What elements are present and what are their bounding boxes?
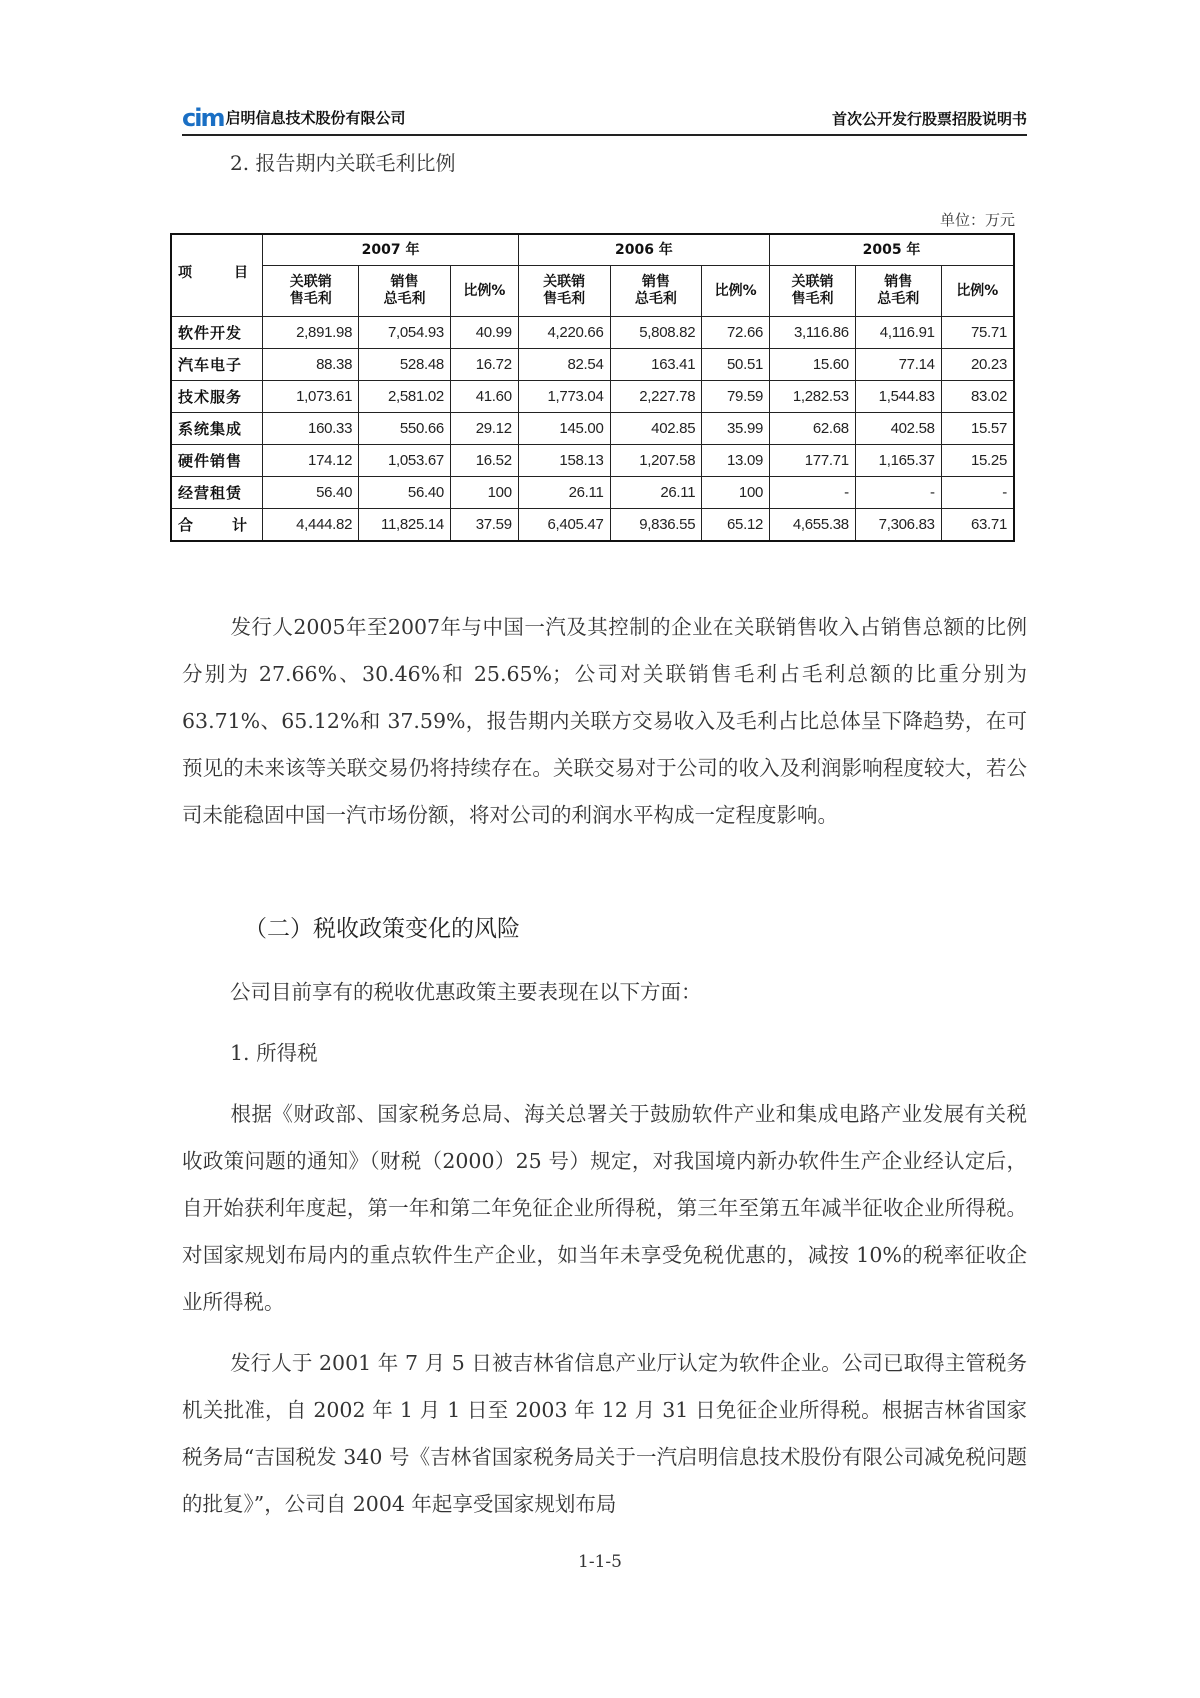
col-related-profit: 关联销 售毛利 [263,266,359,317]
table-cell: 550.66 [359,413,451,445]
table-cell: 29.12 [450,413,518,445]
paragraph-related-sales [182,604,1027,839]
paragraph-company-tax [182,1340,1027,1528]
related-gross-profit-table [170,233,1015,542]
table-cell: 15.57 [941,413,1014,445]
table-cell: 72.66 [702,317,770,349]
table-cell: 2,227.78 [610,381,702,413]
table-cell: 63.71 [941,509,1014,542]
table-cell: 4,116.91 [855,317,941,349]
paragraph-text: 根据《财政部、国家税务总局、海关总署关于鼓励软件产业和集成电路产业发展有关税收政策问题的通知》（财税（2000）25 号）规定，对我国境内新办软件生产企业经认定后，自开始获利年度起，第一年和第二年免征企业所得税，第三年至第五年减半征收企业所得税。对国家规划布局内的重点软件生产企业，如当年未享受免税优惠的，减按 10%的税率征收企业所得税。 [182,1102,1027,1314]
row-label: 经营租赁 [171,477,263,509]
col-ratio: 比例% [702,266,770,317]
table-cell: 1,773.04 [518,381,610,413]
table-row [171,477,1014,509]
table-cell: - [941,477,1014,509]
company-logo [182,104,406,132]
table-cell: 1,165.37 [855,445,941,477]
table-cell: 56.40 [263,477,359,509]
item-header-char: 目 [234,265,248,281]
page-header [182,104,1027,136]
total-label: 合 计 [171,509,263,542]
table-cell: 20.23 [941,349,1014,381]
paragraph-tax-intro [182,969,1027,1016]
table-cell: 13.09 [702,445,770,477]
table-cell: 65.12 [702,509,770,542]
table-cell: 163.41 [610,349,702,381]
table-cell: 40.99 [450,317,518,349]
row-label: 硬件销售 [171,445,263,477]
table-cell: 2,581.02 [359,381,451,413]
table-cell: - [770,477,856,509]
page-number: 1-1-5 [578,1552,622,1572]
company-name: 启明信息技术股份有限公司 [225,109,406,127]
table-cell: 88.38 [263,349,359,381]
table-cell: 174.12 [263,445,359,477]
item-heading-income-tax [182,1030,1027,1077]
year-header-2007: 2007 年 [263,234,518,266]
row-label: 软件开发 [171,317,263,349]
table-cell: 16.72 [450,349,518,381]
col-total-profit: 销售 总毛利 [610,266,702,317]
table-cell: 50.51 [702,349,770,381]
paragraph-tax-policy [182,1091,1027,1326]
total-row [171,509,1014,542]
table-cell: 26.11 [610,477,702,509]
table-cell: 160.33 [263,413,359,445]
subsection-heading: 2. 报告期内关联毛利比例 [230,151,456,175]
col-related-profit: 关联销 售毛利 [770,266,856,317]
table-cell: 5,808.82 [610,317,702,349]
section-title-tax-risk: （二）税收政策变化的风险 [244,916,520,942]
row-label: 系统集成 [171,413,263,445]
table-cell: 1,207.58 [610,445,702,477]
table-cell: 4,444.82 [263,509,359,542]
table-cell: 1,544.83 [855,381,941,413]
table-cell: 62.68 [770,413,856,445]
table-cell: 79.59 [702,381,770,413]
table-cell: 4,220.66 [518,317,610,349]
table-body [171,317,1014,509]
column-header-row [171,266,1014,317]
table-row [171,445,1014,477]
table-row [171,413,1014,445]
table-cell: 82.54 [518,349,610,381]
table-cell: 83.02 [941,381,1014,413]
col-ratio: 比例% [941,266,1014,317]
table-cell: 145.00 [518,413,610,445]
year-header-2005: 2005 年 [770,234,1014,266]
table-cell: 7,306.83 [855,509,941,542]
table-cell: 75.71 [941,317,1014,349]
item-header-char: 项 [178,265,192,281]
table-cell: 41.60 [450,381,518,413]
paragraph-text: 1. 所得税 [230,1041,318,1065]
table-cell: 3,116.86 [770,317,856,349]
table-cell: 100 [702,477,770,509]
table-cell: 158.13 [518,445,610,477]
table-cell: 9,836.55 [610,509,702,542]
table-cell: 7,054.93 [359,317,451,349]
row-label: 汽车电子 [171,349,263,381]
year-header-row [171,234,1014,266]
year-header-2006: 2006 年 [518,234,769,266]
cim-logo-icon: cim [182,104,224,132]
document-title: 首次公开发行股票招股说明书 [831,110,1027,128]
item-header [171,234,263,317]
table-cell: 1,073.61 [263,381,359,413]
table-cell: 15.25 [941,445,1014,477]
table-row [171,317,1014,349]
col-related-profit: 关联销 售毛利 [518,266,610,317]
table-cell: 528.48 [359,349,451,381]
table-cell: 1,053.67 [359,445,451,477]
table-cell: 4,655.38 [770,509,856,542]
table-row [171,349,1014,381]
table-cell: 35.99 [702,413,770,445]
table-cell: - [855,477,941,509]
table-cell: 177.71 [770,445,856,477]
col-total-profit: 销售 总毛利 [359,266,451,317]
col-ratio: 比例% [450,266,518,317]
unit-label: 单位：万元 [939,211,1015,229]
table-cell: 37.59 [450,509,518,542]
paragraph-text: 公司目前享有的税收优惠政策主要表现在以下方面： [230,980,702,1004]
table-cell: 6,405.47 [518,509,610,542]
table-cell: 56.40 [359,477,451,509]
table-cell: 100 [450,477,518,509]
table-cell: 11,825.14 [359,509,451,542]
paragraph-text: 发行人于 2001 年 7 月 5 日被吉林省信息产业厅认定为软件企业。公司已取得主管税务机关批准，自 2002 年 1 月 1 日至 2003 年 12 月 31 日免征企业所得税。根据吉林省国家税务局“吉国税发 340 号《吉林省国家税务局关于一汽启明信息技术股份有限公司减免税问题的批复》”，公司自 2004 年起享受国家规划布局 [182,1351,1027,1516]
table-cell: 1,282.53 [770,381,856,413]
table-row [171,381,1014,413]
paragraph-text: 发行人2005年至2007年与中国一汽及其控制的企业在关联销售收入占销售总额的比例分别为 27.66%、30.46%和 25.65%；公司对关联销售毛利占毛利总额的比重分别为 63.71%、65.12%和 37.59%，报告期内关联方交易收入及毛利占比总体呈下降趋势，在可预见的未来该等关联交易仍将持续存在。关联交易对于公司的收入及利润影响程度较大，若公司未能稳固中国一汽市场份额，将对公司的利润水平构成一定程度影响。 [182,615,1027,827]
table-cell: 77.14 [855,349,941,381]
table-cell: 16.52 [450,445,518,477]
table-cell: 402.85 [610,413,702,445]
row-label: 技术服务 [171,381,263,413]
table-cell: 2,891.98 [263,317,359,349]
col-total-profit: 销售 总毛利 [855,266,941,317]
table-cell: 402.58 [855,413,941,445]
table-cell: 26.11 [518,477,610,509]
table-cell: 15.60 [770,349,856,381]
